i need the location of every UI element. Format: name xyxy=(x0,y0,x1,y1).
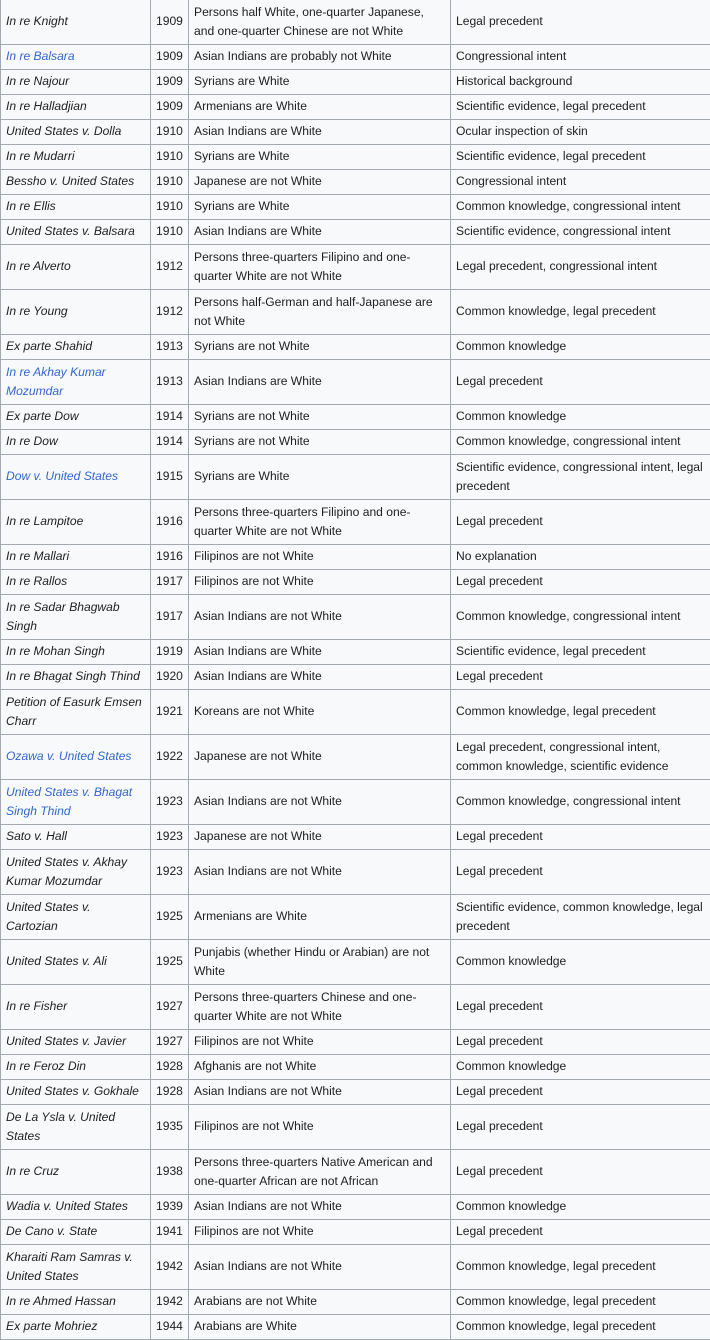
year-cell: 1925 xyxy=(151,940,189,985)
case-name-cell: In re Halladjian xyxy=(1,95,151,120)
ruling-cell: Persons three-quarters Native American and one-quarter African are not African xyxy=(189,1150,451,1195)
table-row xyxy=(1,735,710,780)
table-row xyxy=(1,665,710,690)
year-cell: 1916 xyxy=(151,500,189,545)
rationale-cell: Common knowledge, congressional intent xyxy=(451,595,710,640)
ruling-cell: Arabians are White xyxy=(189,1315,451,1340)
case-name-cell: In re Fisher xyxy=(1,985,151,1030)
ruling-cell: Asian Indians are not White xyxy=(189,595,451,640)
table-row xyxy=(1,245,710,290)
table-row xyxy=(1,825,710,850)
case-name-cell: Sato v. Hall xyxy=(1,825,151,850)
ruling-cell: Japanese are not White xyxy=(189,735,451,780)
table-row xyxy=(1,690,710,735)
table-row xyxy=(1,500,710,545)
year-cell: 1925 xyxy=(151,895,189,940)
case-name-cell: Kharaiti Ram Samras v. United States xyxy=(1,1245,151,1290)
ruling-cell: Persons half-German and half-Japanese are not White xyxy=(189,290,451,335)
case-name-cell: In re Young xyxy=(1,290,151,335)
case-name-cell: De La Ysla v. United States xyxy=(1,1105,151,1150)
year-cell: 1944 xyxy=(151,1315,189,1340)
year-cell: 1913 xyxy=(151,335,189,360)
year-cell: 1910 xyxy=(151,170,189,195)
table-row xyxy=(1,595,710,640)
ruling-cell: Persons half White, one-quarter Japanese, and one-quarter Chinese are not White xyxy=(189,0,451,45)
rationale-cell: Legal precedent xyxy=(451,1220,710,1245)
table-row xyxy=(1,570,710,595)
year-cell: 1927 xyxy=(151,1030,189,1055)
table-row xyxy=(1,780,710,825)
ruling-cell: Asian Indians are White xyxy=(189,220,451,245)
table-row xyxy=(1,220,710,245)
year-cell: 1909 xyxy=(151,0,189,45)
table-row xyxy=(1,640,710,665)
table-row xyxy=(1,940,710,985)
rationale-cell: Common knowledge, legal precedent xyxy=(451,1290,710,1315)
rationale-cell: Common knowledge xyxy=(451,1195,710,1220)
rationale-cell: Ocular inspection of skin xyxy=(451,120,710,145)
rationale-cell: Scientific evidence, legal precedent xyxy=(451,640,710,665)
ruling-cell: Asian Indians are not White xyxy=(189,1080,451,1105)
rationale-cell: Scientific evidence, common knowledge, legal precedent xyxy=(451,895,710,940)
case-name-link[interactable]: Ozawa v. United States xyxy=(1,735,151,780)
table-row xyxy=(1,430,710,455)
year-cell: 1923 xyxy=(151,825,189,850)
year-cell: 1909 xyxy=(151,45,189,70)
ruling-cell: Persons three-quarters Filipino and one-quarter White are not White xyxy=(189,245,451,290)
case-name-cell: United States v. Ali xyxy=(1,940,151,985)
table-row xyxy=(1,985,710,1030)
table-row xyxy=(1,170,710,195)
case-name-cell: United States v. Javier xyxy=(1,1030,151,1055)
case-name-cell: Ex parte Dow xyxy=(1,405,151,430)
rationale-cell: Common knowledge, congressional intent xyxy=(451,430,710,455)
rationale-cell: Legal precedent xyxy=(451,570,710,595)
table-row xyxy=(1,335,710,360)
case-name-cell: In re Najour xyxy=(1,70,151,95)
case-name-cell: In re Mudarri xyxy=(1,145,151,170)
case-name-cell: Ex parte Shahid xyxy=(1,335,151,360)
case-name-cell: In re Lampitoe xyxy=(1,500,151,545)
rationale-cell: Legal precedent xyxy=(451,500,710,545)
case-name-link[interactable]: Dow v. United States xyxy=(1,455,151,500)
table-row xyxy=(1,895,710,940)
rationale-cell: Legal precedent xyxy=(451,825,710,850)
year-cell: 1917 xyxy=(151,595,189,640)
ruling-cell: Asian Indians are White xyxy=(189,640,451,665)
year-cell: 1920 xyxy=(151,665,189,690)
ruling-cell: Filipinos are not White xyxy=(189,545,451,570)
ruling-cell: Persons three-quarters Filipino and one-quarter White are not White xyxy=(189,500,451,545)
case-name-cell: United States v. Balsara xyxy=(1,220,151,245)
ruling-cell: Arabians are not White xyxy=(189,1290,451,1315)
year-cell: 1942 xyxy=(151,1245,189,1290)
rationale-cell: Legal precedent xyxy=(451,360,710,405)
case-name-link[interactable]: United States v. Bhagat Singh Thind xyxy=(1,780,151,825)
year-cell: 1913 xyxy=(151,360,189,405)
rationale-cell: Common knowledge xyxy=(451,1055,710,1080)
case-name-link[interactable]: In re Akhay Kumar Mozumdar xyxy=(1,360,151,405)
ruling-cell: Filipinos are not White xyxy=(189,1105,451,1150)
ruling-cell: Syrians are not White xyxy=(189,430,451,455)
table-row xyxy=(1,455,710,500)
rationale-cell: Common knowledge, legal precedent xyxy=(451,690,710,735)
year-cell: 1916 xyxy=(151,545,189,570)
table-row xyxy=(1,1105,710,1150)
year-cell: 1939 xyxy=(151,1195,189,1220)
year-cell: 1910 xyxy=(151,220,189,245)
ruling-cell: Asian Indians are White xyxy=(189,120,451,145)
ruling-cell: Asian Indians are White xyxy=(189,665,451,690)
ruling-cell: Asian Indians are not White xyxy=(189,850,451,895)
rationale-cell: Common knowledge, legal precedent xyxy=(451,1245,710,1290)
case-name-link[interactable]: In re Balsara xyxy=(1,45,151,70)
table-row xyxy=(1,0,710,45)
year-cell: 1923 xyxy=(151,850,189,895)
ruling-cell: Armenians are White xyxy=(189,95,451,120)
case-name-cell: In re Mohan Singh xyxy=(1,640,151,665)
case-name-cell: In re Ellis xyxy=(1,195,151,220)
ruling-cell: Syrians are not White xyxy=(189,405,451,430)
case-name-cell: In re Knight xyxy=(1,0,151,45)
rationale-cell: Common knowledge xyxy=(451,940,710,985)
year-cell: 1942 xyxy=(151,1290,189,1315)
year-cell: 1910 xyxy=(151,120,189,145)
rationale-cell: Congressional intent xyxy=(451,170,710,195)
case-name-cell: United States v. Cartozian xyxy=(1,895,151,940)
rationale-cell: Scientific evidence, congressional intent xyxy=(451,220,710,245)
case-name-cell: In re Ahmed Hassan xyxy=(1,1290,151,1315)
table-row xyxy=(1,1055,710,1080)
year-cell: 1919 xyxy=(151,640,189,665)
year-cell: 1921 xyxy=(151,690,189,735)
rationale-cell: Legal precedent, congressional intent xyxy=(451,245,710,290)
rationale-cell: Common knowledge, legal precedent xyxy=(451,290,710,335)
rationale-cell: Legal precedent xyxy=(451,1150,710,1195)
table-row xyxy=(1,1080,710,1105)
year-cell: 1935 xyxy=(151,1105,189,1150)
year-cell: 1928 xyxy=(151,1055,189,1080)
case-name-cell: In re Mallari xyxy=(1,545,151,570)
rationale-cell: Common knowledge xyxy=(451,335,710,360)
rationale-cell: Legal precedent xyxy=(451,850,710,895)
table-row xyxy=(1,1150,710,1195)
case-name-cell: Ex parte Mohriez xyxy=(1,1315,151,1340)
ruling-cell: Syrians are White xyxy=(189,195,451,220)
rationale-cell: Common knowledge xyxy=(451,405,710,430)
year-cell: 1912 xyxy=(151,290,189,335)
rationale-cell: Legal precedent xyxy=(451,0,710,45)
ruling-cell: Afghanis are not White xyxy=(189,1055,451,1080)
table-row xyxy=(1,195,710,220)
rationale-cell: Historical background xyxy=(451,70,710,95)
case-name-cell: In re Rallos xyxy=(1,570,151,595)
rationale-cell: No explanation xyxy=(451,545,710,570)
case-name-cell: Wadia v. United States xyxy=(1,1195,151,1220)
rationale-cell: Legal precedent xyxy=(451,1030,710,1055)
ruling-cell: Filipinos are not White xyxy=(189,1220,451,1245)
year-cell: 1922 xyxy=(151,735,189,780)
rationale-cell: Scientific evidence, congressional intent, legal precedent xyxy=(451,455,710,500)
table-row xyxy=(1,1195,710,1220)
table-row xyxy=(1,850,710,895)
ruling-cell: Filipinos are not White xyxy=(189,1030,451,1055)
year-cell: 1928 xyxy=(151,1080,189,1105)
table-row xyxy=(1,545,710,570)
table-row xyxy=(1,1220,710,1245)
year-cell: 1914 xyxy=(151,430,189,455)
table-row xyxy=(1,1290,710,1315)
rationale-cell: Scientific evidence, legal precedent xyxy=(451,95,710,120)
case-name-cell: De Cano v. State xyxy=(1,1220,151,1245)
table-row xyxy=(1,1315,710,1340)
year-cell: 1923 xyxy=(151,780,189,825)
year-cell: 1910 xyxy=(151,195,189,220)
year-cell: 1914 xyxy=(151,405,189,430)
rationale-cell: Congressional intent xyxy=(451,45,710,70)
case-name-cell: In re Bhagat Singh Thind xyxy=(1,665,151,690)
rationale-cell: Legal precedent xyxy=(451,665,710,690)
year-cell: 1941 xyxy=(151,1220,189,1245)
case-name-cell: In re Feroz Din xyxy=(1,1055,151,1080)
year-cell: 1912 xyxy=(151,245,189,290)
rationale-cell: Common knowledge, congressional intent xyxy=(451,780,710,825)
case-name-cell: In re Cruz xyxy=(1,1150,151,1195)
table-row xyxy=(1,145,710,170)
table-row xyxy=(1,70,710,95)
table-row xyxy=(1,405,710,430)
rationale-cell: Legal precedent xyxy=(451,985,710,1030)
rationale-cell: Legal precedent xyxy=(451,1080,710,1105)
ruling-cell: Filipinos are not White xyxy=(189,570,451,595)
rationale-cell: Legal precedent, congressional intent, common knowledge, scientific evidence xyxy=(451,735,710,780)
ruling-cell: Syrians are White xyxy=(189,455,451,500)
table-row xyxy=(1,1245,710,1290)
table-body xyxy=(1,0,710,1340)
case-name-cell: United States v. Akhay Kumar Mozumdar xyxy=(1,850,151,895)
year-cell: 1909 xyxy=(151,95,189,120)
case-name-cell: United States v. Gokhale xyxy=(1,1080,151,1105)
case-name-cell: Petition of Easurk Emsen Charr xyxy=(1,690,151,735)
year-cell: 1927 xyxy=(151,985,189,1030)
rationale-cell: Common knowledge, legal precedent xyxy=(451,1315,710,1340)
case-name-cell: In re Alverto xyxy=(1,245,151,290)
case-name-cell: In re Sadar Bhagwab Singh xyxy=(1,595,151,640)
table-row xyxy=(1,120,710,145)
ruling-cell: Syrians are White xyxy=(189,70,451,95)
case-name-cell: United States v. Dolla xyxy=(1,120,151,145)
table-row xyxy=(1,45,710,70)
year-cell: 1909 xyxy=(151,70,189,95)
year-cell: 1915 xyxy=(151,455,189,500)
ruling-cell: Syrians are White xyxy=(189,145,451,170)
rationale-cell: Common knowledge, congressional intent xyxy=(451,195,710,220)
ruling-cell: Asian Indians are not White xyxy=(189,1245,451,1290)
table-row xyxy=(1,290,710,335)
ruling-cell: Punjabis (whether Hindu or Arabian) are not White xyxy=(189,940,451,985)
ruling-cell: Japanese are not White xyxy=(189,825,451,850)
ruling-cell: Asian Indians are White xyxy=(189,360,451,405)
case-name-cell: Bessho v. United States xyxy=(1,170,151,195)
ruling-cell: Asian Indians are not White xyxy=(189,1195,451,1220)
year-cell: 1910 xyxy=(151,145,189,170)
table-row xyxy=(1,95,710,120)
year-cell: 1917 xyxy=(151,570,189,595)
ruling-cell: Koreans are not White xyxy=(189,690,451,735)
ruling-cell: Asian Indians are not White xyxy=(189,780,451,825)
ruling-cell: Japanese are not White xyxy=(189,170,451,195)
ruling-cell: Asian Indians are probably not White xyxy=(189,45,451,70)
table-row xyxy=(1,360,710,405)
case-name-cell: In re Dow xyxy=(1,430,151,455)
ruling-cell: Syrians are not White xyxy=(189,335,451,360)
rationale-cell: Scientific evidence, legal precedent xyxy=(451,145,710,170)
year-cell: 1938 xyxy=(151,1150,189,1195)
table-row xyxy=(1,1030,710,1055)
ruling-cell: Armenians are White xyxy=(189,895,451,940)
rationale-cell: Legal precedent xyxy=(451,1105,710,1150)
ruling-cell: Persons three-quarters Chinese and one-quarter White are not White xyxy=(189,985,451,1030)
